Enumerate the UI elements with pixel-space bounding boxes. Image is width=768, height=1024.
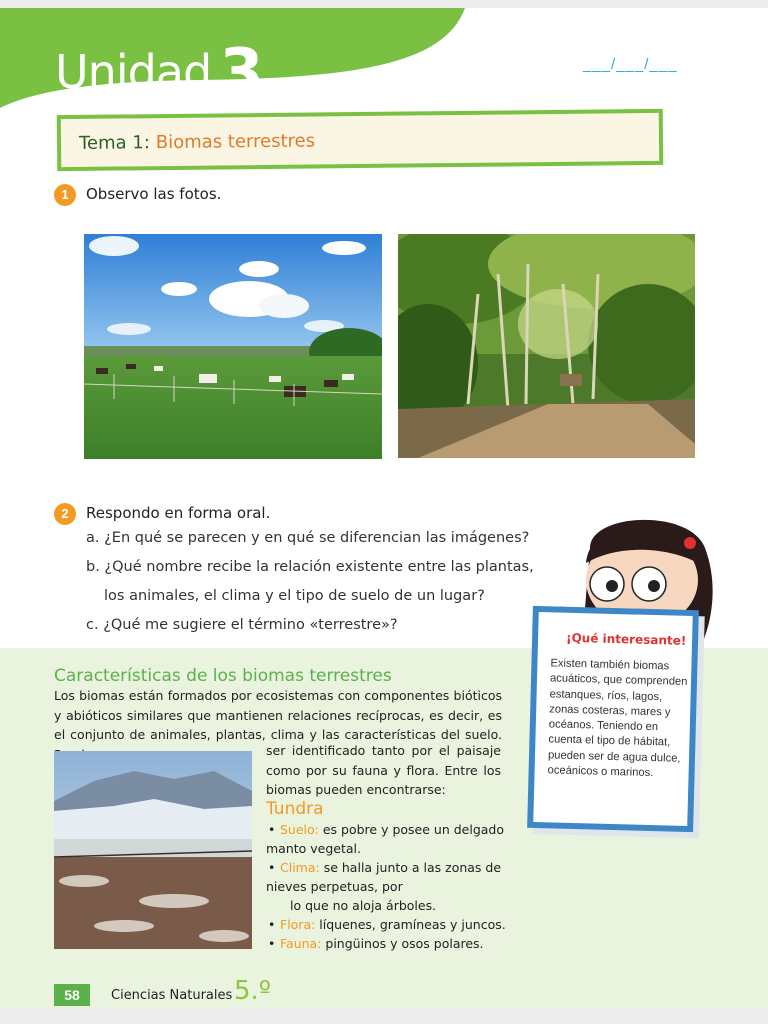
list-item: • Flora: líquenes, gramíneas y juncos. <box>268 917 506 932</box>
question-c: c. ¿Qué me sugiere el término «terrestre»? <box>86 617 398 633</box>
fun-fact-text: Existen también biomas acuáticos, que comprenden estanques, ríos, lagos, zonas costeras, mares y océanos. Teniendo en cuenta el tipo de hábitat, pueden ser de agua dulce, oceánicos o marinos. <box>547 657 688 780</box>
activity-2-title: Respondo en forma oral. <box>86 504 271 522</box>
tema-topic: Biomas terrestres <box>155 130 316 154</box>
unit-label: Unidad <box>55 45 212 99</box>
tema-label: Tema 1: <box>78 132 150 154</box>
grade-label: 5.º <box>234 976 272 1006</box>
unit-title <box>55 30 263 110</box>
activity-1-title: Observo las fotos. <box>86 185 222 203</box>
question-b: b. ¿Qué nombre recibe la relación existente entre las plantas, <box>86 559 534 575</box>
section-paragraph: Los biomas están formados por ecosistemas con componentes bióticos y abióticos similares que mantienen relaciones recíprocas, es decir, es el conjunto de animales, plantas, clima y las características del suelo. <box>54 688 502 742</box>
list-item-cont: lo que no aloja árboles. <box>290 898 437 913</box>
question-a: a. ¿En qué se parecen y en qué se diferencian las imágenes? <box>86 530 530 546</box>
unit-number: 3 <box>219 36 263 110</box>
list-item: • Suelo: es pobre y posee un delgado manto vegetal. <box>266 822 504 856</box>
tundra-list <box>266 820 516 953</box>
activity-2-number: 2 <box>54 503 76 525</box>
question-b-cont: los animales, el clima y el tipo de suelo de un lugar? <box>104 588 485 604</box>
section-paragraph-cont: ser identificado tanto por el paisaje como por su fauna y flora. Entre los biomas pueden encontrarse: <box>266 743 501 797</box>
grassland-photo <box>84 234 382 459</box>
tema-banner <box>57 109 664 171</box>
bottom-margin <box>0 1008 768 1024</box>
section-title: Características de los biomas terrestres <box>54 666 392 686</box>
list-item: • Fauna: pingüinos y osos polares. <box>268 936 484 951</box>
top-margin <box>0 0 768 8</box>
subject-label: Ciencias Naturales <box>111 988 233 1003</box>
page-number: 58 <box>54 984 90 1006</box>
list-item: • Clima: se halla junto a las zonas de nieves perpetuas, por <box>266 860 502 894</box>
forest-photo <box>398 234 695 458</box>
fun-fact-title: ¡Qué interesante! <box>565 630 687 648</box>
tundra-photo <box>54 751 252 949</box>
fun-fact-card <box>527 606 699 832</box>
date-slots: ___/___/___ <box>583 56 678 73</box>
tundra-title: Tundra <box>266 799 324 819</box>
activity-1-number: 1 <box>54 184 76 206</box>
